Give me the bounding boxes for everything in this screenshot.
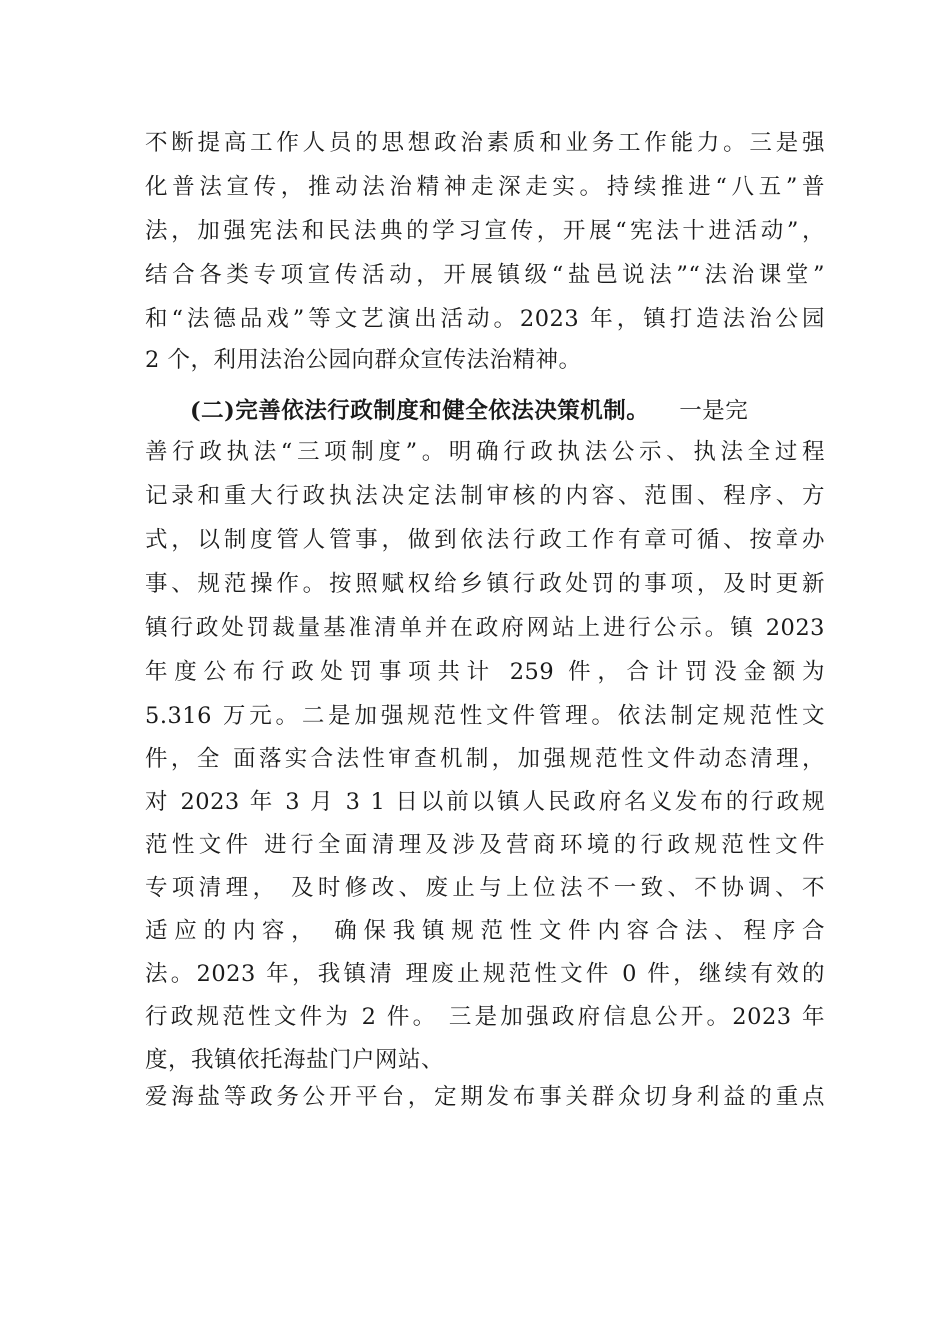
paragraph-line: 范性文件 进行全面清理及涉及营商环境的行政规范性文件 xyxy=(145,832,825,858)
paragraph-line: 2 个，利用法治公园向群众宣传法治精神。 xyxy=(145,347,582,373)
paragraph-line: 行政规范性文件为 2 件。 三是加强政府信息公开。2023 年 xyxy=(145,1004,825,1030)
paragraph-line: 5.316 万元。二是加强规范性文件管理。依法制定规范性文 xyxy=(145,703,825,729)
paragraph-line: 适应的内容， 确保我镇规范性文件内容合法、程序合 xyxy=(145,918,825,944)
paragraph-line: 镇行政处罚裁量基准清单并在政府网站上进行公示。镇 2023 xyxy=(145,615,825,641)
section-heading-line xyxy=(190,396,825,426)
paragraph-line: 度，我镇依托海盐门户网站、 xyxy=(145,1047,445,1073)
paragraph-line: 善行政执法“三项制度”。明确行政执法公示、执法全过程 xyxy=(145,439,825,465)
paragraph-line: 不断提高工作人员的思想政治素质和业务工作能力。三是强 xyxy=(145,130,825,156)
paragraph-line: 爱海盐等政务公开平台，定期发布事关群众切身利益的重点 xyxy=(145,1084,825,1110)
section-heading: (二)完善依法行政制度和健全依法决策机制。 xyxy=(190,398,650,424)
paragraph-line: 式，以制度管人管事，做到依法行政工作有章可循、按章办 xyxy=(145,527,825,553)
paragraph-line: 法。2023 年，我镇清 理废止规范性文件 0 件，继续有效的 xyxy=(145,961,825,987)
paragraph-line: 年度公布行政处罚事项共计 259 件，合计罚没金额为 xyxy=(145,659,825,685)
paragraph-line: 件，全 面落实合法性审查机制，加强规范性文件动态清理， xyxy=(145,746,825,772)
paragraph-line: 对 2023 年 3 月 3 1 日以前以镇人民政府名义发布的行政规 xyxy=(145,789,825,815)
paragraph-line: 和“法德品戏”等文艺演出活动。2023 年，镇打造法治公园 xyxy=(145,306,825,332)
section-heading-tail: 一是完 xyxy=(679,398,749,424)
paragraph-line: 法，加强宪法和民法典的学习宣传，开展“宪法十进活动”， xyxy=(145,218,825,244)
paragraph-line: 事、规范操作。按照赋权给乡镇行政处罚的事项，及时更新 xyxy=(145,571,825,597)
paragraph-line: 化普法宣传，推动法治精神走深走实。持续推进“八五”普 xyxy=(145,174,825,200)
paragraph-line: 专项清理， 及时修改、废止与上位法不一致、不协调、不 xyxy=(145,875,825,901)
paragraph-line: 记录和重大行政执法决定法制审核的内容、范围、程序、方 xyxy=(145,483,825,509)
paragraph-line: 结合各类专项宣传活动，开展镇级“盐邑说法”“法治课堂” xyxy=(145,262,825,288)
